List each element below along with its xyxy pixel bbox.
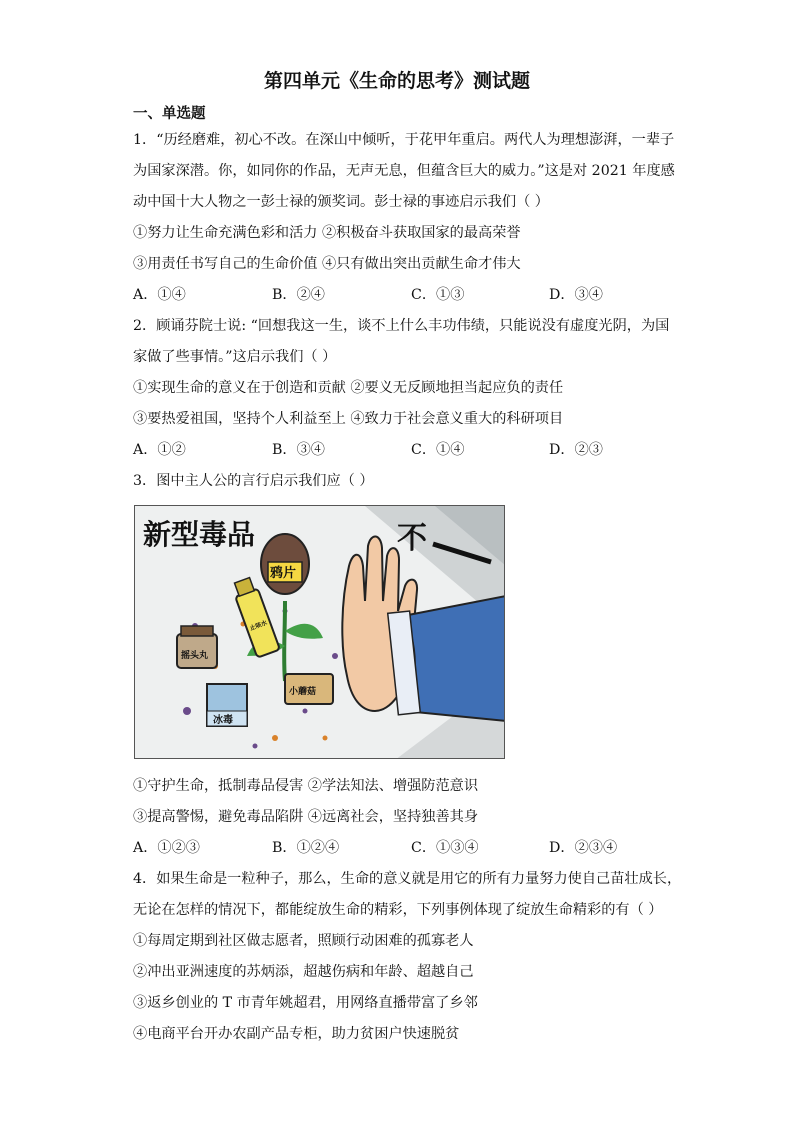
cartoon-refuse-text: 不	[397, 521, 427, 556]
q4-line: ①每周定期到社区做志愿者，照顾行动困难的孤寡老人	[133, 933, 474, 949]
q3-option-c: C．①③④	[411, 840, 479, 856]
q3-option-b: B．①②④	[272, 840, 340, 856]
q4-line: ②冲出亚洲速度的苏炳添，超越伤病和年龄、超越自己	[133, 964, 474, 980]
q4-line: 4．如果生命是一粒种子，那么，生命的意义就是用它的所有力量努力使自己苗壮成长，	[133, 871, 682, 887]
q1-line: 为国家深潜。你，如同你的作品，无声无息，但蕴含巨大的威力。”这是对 2021 年度感	[133, 163, 675, 179]
q3-choice: ①守护生命，抵制毒品侵害 ②学法知法、增强防范意识	[133, 778, 479, 794]
q4-line: ③返乡创业的 T 市青年姚超君，用网络直播带富了乡邻	[133, 995, 478, 1011]
q1-option-b: B．②④	[272, 287, 325, 303]
q1-line: 1．“历经磨难，初心不改。在深山中倾听，于花甲年重启。两代人为理想澎湃，一辈子	[133, 132, 675, 148]
q2-line: ①实现生命的意义在于创造和贡献 ②要义无反顾地担当起应负的责任	[133, 380, 564, 396]
page-title: 第四单元《生命的思考》测试题	[263, 70, 530, 92]
q3-option-a: A．①②③	[133, 840, 200, 856]
q1-line: 动中国十大人物之一彭士禄的颁奖词。彭士禄的事迹启示我们（ ）	[133, 194, 549, 210]
cartoon-heading: 新型毒品	[143, 518, 256, 551]
q1-option-c: C．①③	[411, 287, 465, 303]
ecstasy-label: 摇头丸	[181, 651, 209, 661]
q1-line: ③用责任书写自己的生命价值 ④只有做出突出贡献生命才伟大	[133, 256, 521, 272]
q2-line: 2．顾诵芬院士说: “回想我这一生，谈不上什么丰功伟绩，只能说没有虚度光阴，为国	[133, 318, 670, 334]
q4-line: 无论在怎样的情况下，都能绽放生命的精彩，下列事例体现了绽放生命精彩的有（ ）	[133, 902, 663, 918]
mushroom-label: 小蘑菇	[289, 687, 317, 697]
q4-line: ④电商平台开办农副产品专柜，助力贫困户快速脱贫	[133, 1026, 460, 1042]
q1-option-d: D．③④	[549, 287, 603, 303]
q3-choice: ③提高警惕，避免毒品陷阱 ④远离社会，坚持独善其身	[133, 809, 479, 825]
q2-option-a: A．①②	[133, 442, 186, 458]
q1-option-a: A．①④	[133, 287, 186, 303]
q1-line: ①努力让生命充满色彩和活力 ②积极奋斗获取国家的最高荣誉	[133, 225, 521, 241]
q2-option-d: D．②③	[549, 442, 603, 458]
poppy-stem	[284, 601, 285, 681]
cough-syrup-label: 止咳水	[248, 619, 269, 633]
anti-drug-cartoon	[134, 505, 505, 759]
q2-option-b: B．③④	[272, 442, 325, 458]
ice-label: 冰毒	[213, 715, 233, 726]
q3-line: 3．图中主人公的言行启示我们应（ ）	[133, 473, 374, 489]
q2-option-c: C．①④	[411, 442, 465, 458]
opium-label: 鸦片	[270, 566, 297, 581]
section-heading: 一、单选题	[133, 106, 206, 122]
q2-line: 家做了些事情。”这启示我们（ ）	[133, 349, 337, 365]
q2-line: ③要热爱祖国，坚持个人利益至上 ④致力于社会意义重大的科研项目	[133, 411, 564, 427]
q3-option-d: D．②③④	[549, 840, 618, 856]
